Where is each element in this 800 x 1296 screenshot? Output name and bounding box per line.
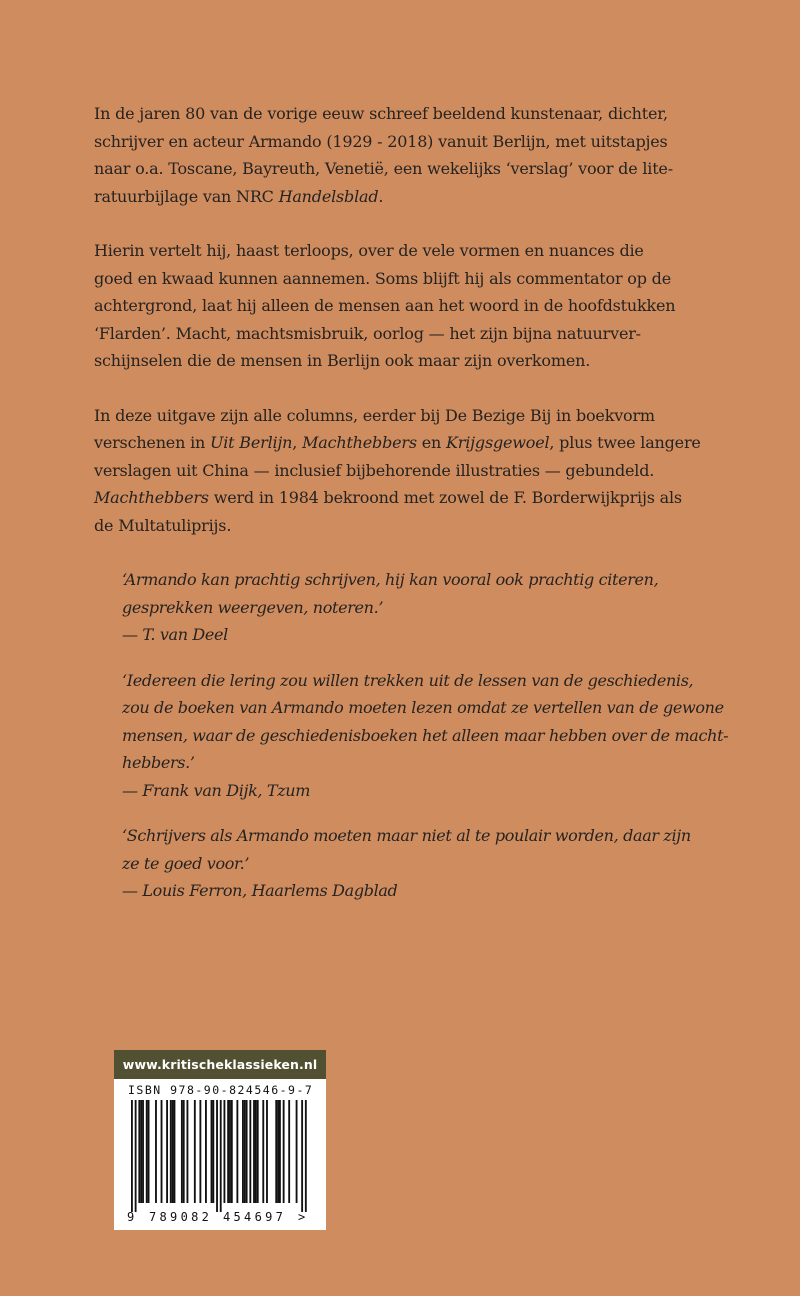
paragraph-2 — [94, 237, 734, 375]
barcode-bar — [172, 1100, 174, 1203]
barcode-bar — [140, 1100, 142, 1203]
barcode-bar — [246, 1100, 248, 1203]
barcode-bar — [236, 1100, 238, 1203]
barcode-panel — [114, 1050, 326, 1230]
barcode-bar — [166, 1100, 168, 1203]
barcode-bar — [170, 1100, 172, 1203]
barcode-bar — [199, 1100, 201, 1203]
paragraph-line — [94, 484, 734, 512]
title-italic: Machthebbers — [302, 433, 417, 452]
barcode-bar — [155, 1100, 157, 1203]
barcode-bars — [128, 1100, 312, 1213]
barcode-bar — [257, 1100, 259, 1203]
barcode-bar — [183, 1100, 185, 1203]
quote-line: gesprekken weergeven, noteren.’ — [122, 597, 384, 617]
quote-attribution: — Louis Ferron, Haarlems Dagblad — [122, 881, 398, 900]
quote-attribution: — Frank van Dijk, Tzum — [122, 780, 311, 800]
barcode-bar — [227, 1100, 229, 1203]
press-quote-2 — [122, 667, 734, 805]
paragraph-line — [94, 292, 734, 320]
text-run: . — [378, 186, 384, 206]
barcode-bar — [131, 1100, 133, 1212]
title-italic: Handelsblad — [278, 186, 379, 206]
quote-line: ze te goed voor.’ — [122, 853, 250, 873]
text-run: schijnselen die de mensen in Berlijn ook maar zijn overkomen. — [94, 351, 591, 370]
ean-quiet-mark: > — [298, 1210, 306, 1224]
barcode-bar — [138, 1100, 140, 1203]
ean-digits-left: 789082 — [149, 1210, 213, 1224]
barcode-bar — [242, 1100, 244, 1203]
website-banner: www.kritischeklassieken.nl — [114, 1050, 326, 1079]
text-run: ratuurbijlage van NRC — [94, 186, 279, 206]
text-run: In deze uitgave zijn alle columns, eerder bij De Bezige Bij in boekvorm — [94, 405, 655, 425]
title-italic: Krijgsgewoel — [446, 433, 550, 452]
text-run: verschenen in — [94, 433, 210, 452]
paragraph-3 — [94, 402, 734, 540]
paragraph-1 — [94, 100, 734, 210]
paragraph-line — [94, 128, 734, 156]
barcode-bar — [174, 1100, 176, 1203]
text-run: Hierin vertelt hij, haast terloops, over de vele vormen en nuances die — [94, 241, 644, 260]
paragraph-line — [94, 237, 734, 265]
text-run: de Multatuliprijs. — [94, 515, 232, 535]
barcode-bar — [205, 1100, 207, 1203]
text-run: , plus twee langere — [549, 433, 701, 452]
ean-digits-right: 454697 — [223, 1210, 287, 1224]
barcode-bar — [283, 1100, 285, 1203]
barcode-bar — [212, 1100, 214, 1203]
quote-line: hebbers.’ — [122, 753, 195, 772]
paragraph-line — [94, 155, 734, 183]
barcode-bar — [244, 1100, 246, 1203]
barcode-bar — [181, 1100, 183, 1203]
text-run: , — [292, 433, 303, 452]
paragraph-line — [94, 457, 734, 485]
barcode-bar — [266, 1100, 268, 1203]
quote-line: ‘Iedereen die lering zou willen trekken uit de lessen van de geschiedenis, — [122, 670, 694, 690]
paragraph-line — [94, 347, 734, 375]
barcode-bar — [229, 1100, 231, 1203]
text-run: werd in 1984 bekroond met zowel de F. Borderwijkprijs als — [208, 488, 682, 507]
barcode-bar — [161, 1100, 163, 1203]
isbn-label: ISBN 978-90-824546-9-7 — [128, 1083, 314, 1097]
title-italic: Machthebbers — [94, 488, 209, 507]
quote-attribution: — T. van Deel — [122, 625, 228, 644]
quote-line: ‘Armando kan prachtig schrijven, hij kan vooral ook prachtig citeren, — [122, 570, 659, 589]
barcode-bar — [275, 1100, 277, 1203]
ean-digit-first: 9 — [127, 1210, 135, 1224]
paragraph-line — [94, 265, 734, 293]
quote-line: ‘Schrijvers als Armando moeten maar niet al te poulair worden, daar zijn — [122, 826, 691, 845]
paragraph-line — [94, 512, 734, 540]
text-run: en — [416, 433, 447, 452]
barcode-bar — [255, 1100, 257, 1203]
barcode-bar — [135, 1100, 137, 1212]
text-run: ‘Flarden’. Macht, machtsmisbruik, oorlog — het zijn bijna natuurver- — [94, 323, 641, 343]
barcode-bar — [253, 1100, 255, 1203]
quote-line: zou de boeken van Armando moeten lezen omdat ze vertellen van de gewone — [122, 698, 724, 717]
barcode-bar — [231, 1100, 233, 1203]
quote-line: mensen, waar de geschiedenisboeken het alleen maar hebben over de macht- — [122, 725, 729, 745]
barcode-bar — [194, 1100, 196, 1203]
barcode-bar — [262, 1100, 264, 1203]
barcode-bar — [211, 1100, 213, 1203]
text-run: naar o.a. Toscane, Bayreuth, Venetië, een wekelijks ‘verslag’ voor de lite- — [94, 159, 673, 178]
title-italic: Uit Berlijn — [209, 433, 293, 452]
paragraph-line — [94, 402, 734, 430]
barcode-bar — [142, 1100, 144, 1203]
barcode-bar — [224, 1100, 226, 1203]
paragraph-line — [94, 429, 734, 457]
barcode-bar — [216, 1100, 218, 1212]
text-run: goed en kwaad kunnen aannemen. Soms blijft hij als commentator op de — [94, 268, 671, 288]
barcode-bar — [288, 1100, 290, 1203]
barcode-bar — [220, 1100, 222, 1212]
text-run: verslagen uit China — inclusief bijbehorende illustraties — gebundeld. — [94, 460, 655, 480]
barcode-bar — [146, 1100, 148, 1203]
text-run: schrijver en acteur Armando (1929 - 2018) vanuit Berlijn, met uitstapjes — [94, 131, 668, 151]
barcode-bar — [301, 1100, 303, 1212]
barcode-bar — [279, 1100, 281, 1203]
back-cover-text — [94, 100, 734, 923]
ean-digits — [114, 1210, 326, 1226]
barcode-bar — [148, 1100, 150, 1203]
paragraph-line — [94, 320, 734, 348]
barcode-bar — [305, 1100, 307, 1212]
text-run: achtergrond, laat hij alleen de mensen aan het woord in de hoofdstukken — [94, 296, 676, 315]
barcode-bar — [277, 1100, 279, 1203]
barcode-bar — [249, 1100, 251, 1203]
barcode-bar — [296, 1100, 298, 1203]
press-quote-3 — [122, 822, 734, 905]
text-run: In de jaren 80 van de vorige eeuw schreef beeldend kunstenaar, dichter, — [94, 104, 668, 123]
barcode-bar — [187, 1100, 189, 1203]
press-quotes — [122, 566, 734, 905]
press-quote-1 — [122, 566, 734, 649]
blurb — [94, 100, 734, 539]
paragraph-line — [94, 183, 734, 211]
paragraph-line — [94, 100, 734, 128]
